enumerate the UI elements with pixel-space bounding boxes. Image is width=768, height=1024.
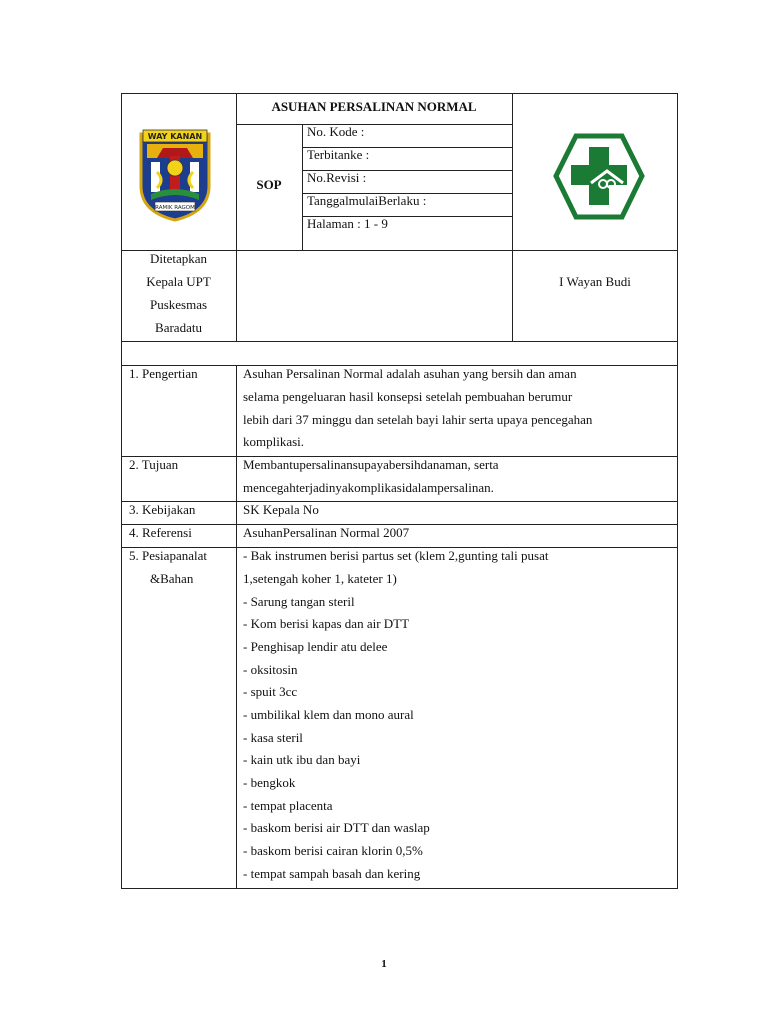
- puskesmas-hexagon-icon: [553, 133, 645, 220]
- field-no-revisi: No.Revisi :: [307, 170, 367, 185]
- field-no-kode: No. Kode :: [307, 124, 365, 139]
- logo-bottom-text: RAMIK RAGOM: [155, 205, 195, 211]
- referensi-text: AsuhanPersalinan Normal 2007: [243, 525, 410, 540]
- way-kanan-crest-icon: [137, 128, 213, 222]
- row-divider: [121, 501, 678, 502]
- ditetapkan-line: Kepala UPT: [146, 274, 211, 289]
- field-terbitanke: Terbitanke :: [307, 147, 370, 162]
- ditetapkan-line: Puskesmas: [149, 297, 208, 312]
- tujuan-line: mencegahterjadinyakomplikasidalampersalinan.: [243, 480, 494, 495]
- page-title: ASUHAN PERSALINAN NORMAL: [271, 99, 477, 114]
- sop-label: SOP: [256, 177, 282, 192]
- puskesmas-logo: [553, 133, 645, 220]
- tujuan-line: Membantupersalinansupayabersihdanaman, serta: [243, 457, 499, 472]
- sop-col-divider: [302, 124, 303, 250]
- pengertian-line: lebih dari 37 minggu dan setelah bayi lahir serta upaya pencegahan: [243, 412, 593, 427]
- way-kanan-logo: [137, 128, 213, 222]
- signer-name: I Wayan Budi: [559, 274, 631, 289]
- pengertian-line: Asuhan Persalinan Normal adalah asuhan yang bersih dan aman: [243, 366, 577, 381]
- list-item: - Sarung tangan steril: [243, 594, 355, 609]
- list-item: - spuit 3cc: [243, 684, 298, 699]
- list-item: - tempat placenta: [243, 798, 333, 813]
- list-item: - Kom berisi kapas dan air DTT: [243, 616, 410, 631]
- logo-top-text: WAY KANAN: [147, 132, 203, 141]
- label-referensi: 4. Referensi: [129, 525, 192, 540]
- list-item: - bengkok: [243, 775, 296, 790]
- list-item: - tempat sampah basah dan kering: [243, 866, 421, 881]
- page-number: 1: [381, 958, 387, 970]
- kebijakan-text: SK Kepala No: [243, 502, 319, 517]
- list-item: - baskom berisi air DTT dan waslap: [243, 820, 430, 835]
- alat-first-line: - Bak instrumen berisi partus set (klem 2,gunting tali pusat: [243, 548, 549, 563]
- field-tanggal-berlaku: TanggalmulaiBerlaku :: [307, 193, 427, 208]
- label-alat-line2: &Bahan: [150, 571, 194, 586]
- label-kebijakan: 3. Kebijakan: [129, 502, 196, 517]
- ditetapkan-divider: [121, 341, 678, 342]
- pengertian-line: selama pengeluaran hasil konsepsi setelah pembuahan berumur: [243, 389, 573, 404]
- list-item: - Penghisap lendir atu delee: [243, 639, 388, 654]
- label-tujuan: 2. Tujuan: [129, 457, 179, 472]
- label-alat: 5. Pesiapanalat: [129, 548, 207, 563]
- pengertian-line: komplikasi.: [243, 434, 305, 449]
- title-divider: [236, 124, 512, 125]
- header-col-left: [236, 93, 237, 341]
- list-item: - umbilikal klem dan mono aural: [243, 707, 414, 722]
- ditetapkan-line: Ditetapkan: [149, 251, 208, 266]
- list-item: - kain utk ibu dan bayi: [243, 752, 361, 767]
- list-item: - kasa steril: [243, 730, 303, 745]
- body-col-divider: [236, 365, 237, 889]
- header-col-right: [512, 93, 513, 341]
- alat-first-line-cont: 1,setengah koher 1, kateter 1): [243, 571, 397, 586]
- list-item: - baskom berisi cairan klorin 0,5%: [243, 843, 423, 858]
- label-pengertian: 1. Pengertian: [129, 366, 198, 381]
- list-item: - oksitosin: [243, 662, 298, 677]
- field-halaman: Halaman : 1 - 9: [307, 216, 388, 231]
- ditetapkan-line: Baradatu: [155, 320, 202, 335]
